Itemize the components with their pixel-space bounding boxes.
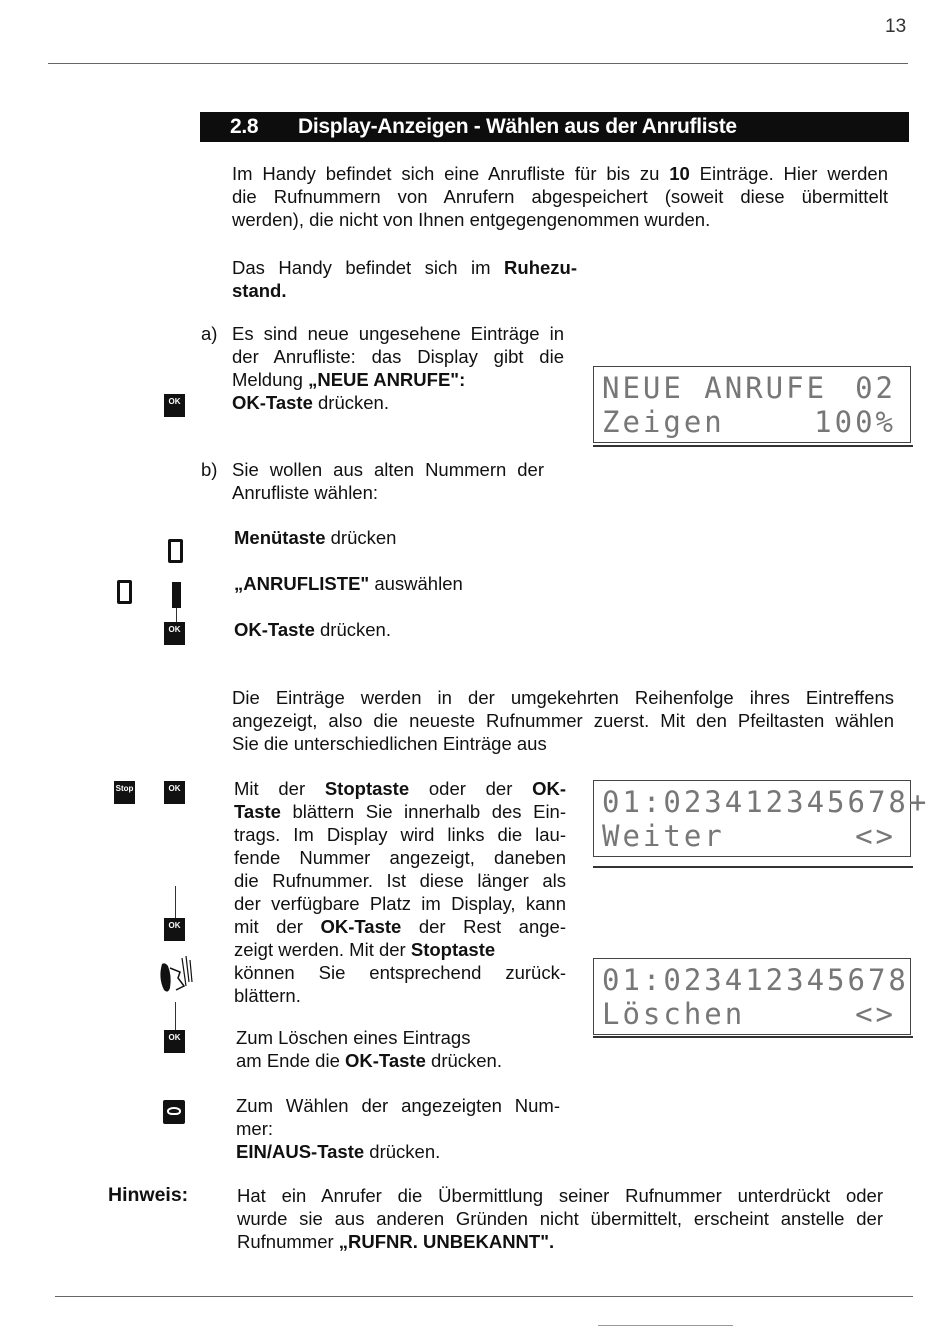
lcd-weiter bbox=[593, 780, 930, 857]
page-number: 13 bbox=[885, 16, 907, 37]
lcd-underline bbox=[593, 1036, 913, 1038]
section-number: 2.8 bbox=[230, 115, 259, 138]
scroll-line: Mit der Stoptaste oder der OK- bbox=[234, 778, 566, 799]
ok-key-icon: OK bbox=[164, 622, 185, 645]
note-line: Rufnummer „RUFNR. UNBEKANNT". bbox=[237, 1231, 555, 1252]
section-title: Display-Anzeigen - Wählen aus der Anrufliste bbox=[298, 115, 737, 138]
step-a-marker: a) bbox=[201, 323, 218, 344]
select-anrufliste-instruction: „ANRUFLISTE" auswählen bbox=[234, 573, 463, 594]
section-heading bbox=[200, 112, 909, 142]
ok-key-icon: OK bbox=[164, 394, 185, 417]
note-line: wurde sie aus anderen Gründen nicht übermittelt, erscheint anstelle der bbox=[237, 1208, 883, 1229]
key-connector bbox=[176, 608, 177, 622]
step-b-line: Anrufliste wählen: bbox=[232, 482, 379, 503]
intro-paragraph bbox=[232, 162, 888, 231]
scroll-line: trags. Im Display wird links die lau- bbox=[234, 824, 566, 845]
order-paragraph bbox=[232, 686, 894, 755]
step-b-text bbox=[232, 458, 544, 504]
lcd-row: Zeigen 100% bbox=[602, 405, 896, 439]
dial-line: Zum Wählen der angezeigten Num- bbox=[236, 1095, 560, 1116]
order-line: angezeigt, also die neueste Rufnummer zuerst. Mit den Pfeiltasten wählen bbox=[232, 710, 894, 731]
delete-instruction bbox=[236, 1026, 566, 1072]
lcd-row: Löschen <> bbox=[602, 997, 896, 1031]
idle-line: stand. bbox=[232, 280, 287, 301]
idle-state-text bbox=[232, 256, 577, 302]
on-off-key-icon bbox=[163, 1100, 185, 1124]
ok-key-icon: OK bbox=[164, 918, 185, 941]
dial-line: mer: bbox=[236, 1118, 273, 1139]
scroll-line: zeigt werden. Mit der Stoptaste bbox=[234, 939, 496, 960]
step-b-marker: b) bbox=[201, 459, 218, 480]
scroll-line: mit der OK-Taste der Rest ange- bbox=[234, 916, 566, 937]
ok-key-icon: OK bbox=[164, 781, 185, 804]
lcd-row: 01:023412345678 bbox=[602, 963, 909, 997]
note-paragraph bbox=[237, 1184, 883, 1253]
step-a-line: der Anrufliste: das Display gibt die bbox=[232, 346, 564, 367]
scroll-paragraph bbox=[234, 777, 566, 1007]
key-connector bbox=[175, 1002, 176, 1030]
footer-mark bbox=[598, 1325, 733, 1326]
lcd-underline bbox=[593, 866, 913, 868]
note-line: Hat ein Anrufer die Übermittlung seiner Rufnummer unterdrückt oder bbox=[237, 1185, 883, 1206]
idle-line: Das Handy befindet sich im Ruhezu- bbox=[232, 257, 577, 278]
dial-line: EIN/AUS-Taste drücken. bbox=[236, 1141, 441, 1162]
delete-line: Zum Löschen eines Eintrags bbox=[236, 1027, 471, 1048]
order-line: Die Einträge werden in der umgekehrten Reihenfolge ihres Eintreffens bbox=[232, 687, 894, 708]
scroll-line: fende Nummer angezeigt, daneben bbox=[234, 847, 566, 868]
intro-line: Im Handy befindet sich eine Anrufliste für bis zu 10 Einträge. Hier werden bbox=[232, 163, 888, 184]
delete-line: am Ende die OK-Taste drücken. bbox=[236, 1050, 502, 1071]
bottom-rule bbox=[55, 1296, 913, 1297]
ok-key-icon: OK bbox=[164, 1030, 185, 1053]
scroll-line: die Rufnummer. Ist diese länger als bbox=[234, 870, 566, 891]
ok-key-instruction: OK-Taste drücken. bbox=[234, 619, 391, 640]
intro-line: werden), die nicht von Ihnen entgegengenommen wurden. bbox=[232, 209, 711, 230]
menu-key-instruction: Menütaste drücken bbox=[234, 527, 397, 548]
intro-line: die Rufnummern von Anrufern abgespeichert (soweit diese übermittelt bbox=[232, 186, 888, 207]
note-label: Hinweis: bbox=[108, 1184, 189, 1206]
menu-key-icon bbox=[168, 539, 183, 563]
scroll-line: können Sie entsprechend zurück- bbox=[234, 962, 566, 983]
dial-instruction bbox=[236, 1094, 560, 1163]
top-rule bbox=[48, 63, 908, 64]
lcd-neue-anrufe bbox=[593, 366, 911, 443]
scroll-key-icon bbox=[156, 952, 196, 1000]
scroll-line: der verfügbare Platz im Display, kann bbox=[234, 893, 566, 914]
step-a-line: OK-Taste drücken. bbox=[232, 392, 389, 413]
step-a-text bbox=[232, 322, 564, 414]
stop-key-icon: Stop bbox=[114, 781, 135, 804]
menu-key-icon bbox=[117, 580, 132, 604]
step-a-line: Meldung „NEUE ANRUFE": bbox=[232, 369, 466, 390]
lcd-row: NEUE ANRUFE 02 bbox=[602, 371, 896, 405]
lcd-loeschen bbox=[593, 958, 911, 1035]
scroll-line: Taste blättern Sie innerhalb des Ein- bbox=[234, 801, 566, 822]
lcd-underline bbox=[593, 445, 913, 447]
scroll-line: blättern. bbox=[234, 985, 301, 1006]
scroll-key-icon bbox=[172, 582, 181, 608]
lcd-row: 01:023412345678+ bbox=[602, 785, 930, 819]
lcd-row: Weiter <> bbox=[602, 819, 896, 853]
step-b-line: Sie wollen aus alten Nummern der bbox=[232, 459, 544, 480]
order-line: Sie die unterschiedlichen Einträge aus bbox=[232, 733, 547, 754]
step-a-line: Es sind neue ungesehene Einträge in bbox=[232, 323, 564, 344]
key-connector bbox=[175, 886, 176, 918]
